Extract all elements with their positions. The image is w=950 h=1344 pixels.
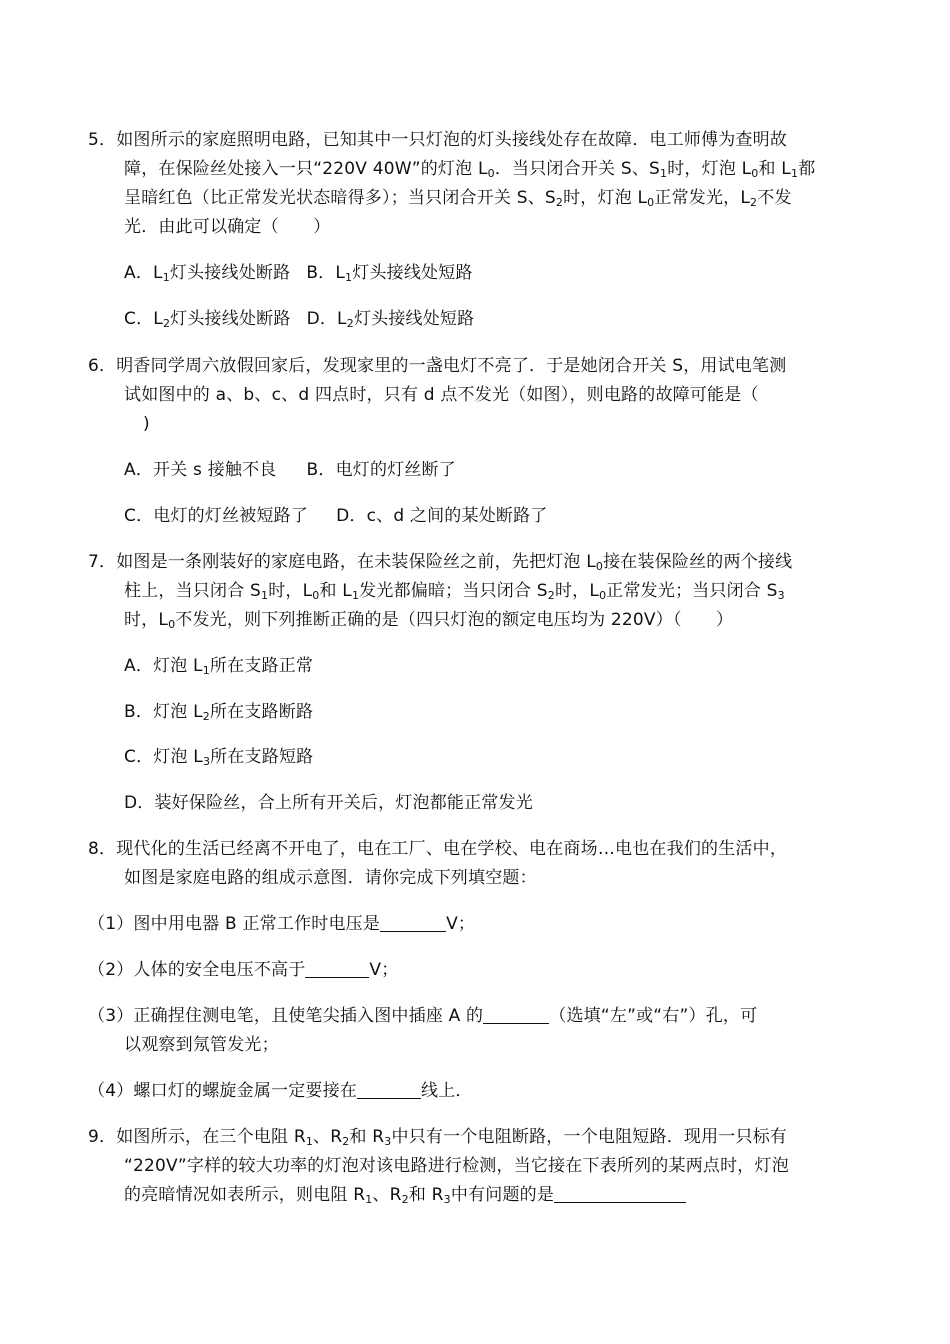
q9-text: 的亮暗情况如表所示，则电阻 R xyxy=(124,1185,366,1205)
subscript: 0 xyxy=(599,589,607,602)
option-text: 灯头接线处断路 xyxy=(169,263,291,283)
q7-option-b xyxy=(124,701,313,723)
option-label: A．L xyxy=(124,263,163,283)
option-text: 所在支路正常 xyxy=(209,656,314,676)
q9-text: 中有问题的是 xyxy=(450,1185,555,1205)
subscript: 1 xyxy=(162,271,170,284)
q9-text: 、R xyxy=(313,1127,343,1147)
q6-text: 6．明香同学周六放假回家后，发现家里的一盏电灯不亮了．于是她闭合开关 S，用试电笔测 xyxy=(88,356,787,376)
subscript: 2 xyxy=(401,1193,409,1206)
q5-text: 时，灯泡 L xyxy=(667,159,752,179)
subscript: 1 xyxy=(345,271,353,284)
q6-option-b: B．电灯的灯丝断了 xyxy=(306,460,456,480)
subscript: 2 xyxy=(547,589,555,602)
option-label: D．L xyxy=(306,309,347,329)
q7-text: 时，L xyxy=(124,610,169,630)
subscript: 2 xyxy=(555,196,564,209)
q7-text: 和 L xyxy=(319,581,352,601)
q6-options-cd xyxy=(124,505,548,527)
answer-blank[interactable] xyxy=(554,1186,686,1203)
q5-option-d xyxy=(307,309,475,329)
q9-text: 和 R xyxy=(408,1185,444,1205)
q7-text: 不发光，则下列推断正确的是（四只灯泡的额定电压均为 220V）（ ） xyxy=(175,610,734,630)
q9-text: 中只有一个电阻断路，一个电阻短路．现用一只标有 xyxy=(391,1127,788,1147)
q6-line-2 xyxy=(124,384,759,406)
q6-option-a: A．开关 s 接触不良 xyxy=(124,460,277,480)
subscript: 1 xyxy=(351,589,360,602)
q6-line-1 xyxy=(88,355,786,377)
q7-text: 发光都偏暗；当只闭合 S xyxy=(359,581,548,601)
subscript: 0 xyxy=(751,167,759,180)
q9-text: 9．如图所示，在三个电阻 R xyxy=(88,1127,306,1147)
q5-text: 正常发光，L xyxy=(654,188,751,208)
q5-options-cd xyxy=(124,308,474,330)
option-text: 所在支路短路 xyxy=(210,747,314,767)
q5-line-3 xyxy=(124,187,792,209)
q5-text: 光．由此可以确定（ ） xyxy=(124,217,331,237)
q8-text: 8．现代化的生活已经离不开电了，电在工厂、电在学校、电在商场…电也在我们的生活中， xyxy=(88,839,788,859)
q5-text: 5．如图所示的家庭照明电路，已知其中一只灯泡的灯头接线处存在故障．电工师傅为查明故 xyxy=(88,130,788,150)
answer-blank[interactable] xyxy=(380,915,446,932)
subscript: 0 xyxy=(312,589,320,602)
q8-sub-3-cont xyxy=(124,1034,279,1056)
option-label: A．灯泡 L xyxy=(124,656,203,676)
q8-text: 以观察到氖管发光； xyxy=(124,1035,279,1055)
subscript: 0 xyxy=(487,167,495,180)
q8-text: V； xyxy=(369,960,399,980)
q6-option-c: C．电灯的灯丝被短路了 xyxy=(124,506,309,526)
q5-option-a xyxy=(124,263,290,283)
option-text: 灯头接线处断路 xyxy=(170,309,291,329)
q8-text: 线上． xyxy=(421,1081,473,1101)
q8-text: （1）图中用电器 B 正常工作时电压是 xyxy=(88,914,381,934)
subscript: 1 xyxy=(202,664,210,677)
subscript: 0 xyxy=(595,560,604,573)
q7-text: 接在装保险丝的两个接线 xyxy=(603,552,793,572)
q7-line-3 xyxy=(124,609,733,631)
q5-options-ab xyxy=(124,262,473,284)
q6-line-3 xyxy=(143,413,150,435)
q8-line-1 xyxy=(88,838,787,860)
q5-option-c xyxy=(124,309,291,329)
q5-option-b xyxy=(306,263,472,283)
option-label: B．L xyxy=(306,263,346,283)
subscript: 2 xyxy=(162,317,171,330)
q5-line-1 xyxy=(88,129,787,151)
q8-sub-2 xyxy=(88,959,398,981)
subscript: 3 xyxy=(777,589,785,602)
q8-text: （选填“左”或“右”）孔，可 xyxy=(549,1006,758,1026)
q6-options-ab xyxy=(124,459,456,481)
subscript: 0 xyxy=(647,196,655,209)
option-label: C．L xyxy=(124,309,163,329)
q8-sub-3 xyxy=(88,1005,757,1027)
q7-text: 时，L xyxy=(268,581,313,601)
q8-sub-1 xyxy=(88,913,475,935)
q7-text: 正常发光；当只闭合 S xyxy=(606,581,778,601)
option-text: 灯头接线处短路 xyxy=(352,263,473,283)
q5-text: 不发 xyxy=(757,188,792,208)
q7-text: 柱上，当只闭合 S xyxy=(124,581,261,601)
subscript: 1 xyxy=(365,1193,373,1206)
subscript: 3 xyxy=(202,755,211,768)
subscript: 1 xyxy=(305,1135,314,1148)
q5-text: ．当只闭合开关 S、S xyxy=(494,159,661,179)
q5-text: 时，灯泡 L xyxy=(563,188,648,208)
q8-text: （3）正确捏住测电笔，且使笔尖插入图中插座 A 的 xyxy=(88,1006,484,1026)
q6-text: ) xyxy=(143,414,150,434)
q7-line-1 xyxy=(88,551,792,573)
q5-text: 障，在保险丝处接入一只“220V 40W”的灯泡 L xyxy=(124,159,488,179)
q5-text: 呈暗红色（比正常发光状态暗得多）；当只闭合开关 S、S xyxy=(124,188,556,208)
subscript: 2 xyxy=(202,710,210,723)
q8-sub-4 xyxy=(88,1080,473,1102)
q7-option-a xyxy=(124,655,313,677)
q8-line-2 xyxy=(124,867,537,889)
subscript: 2 xyxy=(750,196,758,209)
answer-blank[interactable] xyxy=(357,1082,421,1099)
q8-text: 如图是家庭电路的组成示意图．请你完成下列填空题： xyxy=(124,868,537,888)
option-text: 所在支路断路 xyxy=(209,702,314,722)
q9-text: 和 R xyxy=(349,1127,385,1147)
q7-text: 7．如图是一条刚装好的家庭电路，在未装保险丝之前，先把灯泡 L xyxy=(88,552,596,572)
subscript: 0 xyxy=(168,618,176,631)
q5-text: 和 L xyxy=(758,159,791,179)
subscript: 1 xyxy=(261,589,269,602)
subscript: 1 xyxy=(790,167,799,180)
q8-text: （4）螺口灯的螺旋金属一定要接在 xyxy=(88,1081,358,1101)
subscript: 2 xyxy=(346,317,354,330)
q7-line-2 xyxy=(124,580,785,602)
q9-line-1 xyxy=(88,1126,787,1148)
q5-line-2 xyxy=(124,158,815,180)
q9-text: 、R xyxy=(372,1185,402,1205)
q9-line-2 xyxy=(124,1155,789,1177)
subscript: 3 xyxy=(384,1135,392,1148)
subscript: 1 xyxy=(660,167,668,180)
q7-text: 时，L xyxy=(554,581,600,601)
option-label: C．灯泡 L xyxy=(124,747,203,767)
q6-text: 试如图中的 a、b、c、d 四点时，只有 d 点不发光（如图），则电路的故障可能是（ xyxy=(124,385,759,405)
subscript: 2 xyxy=(342,1135,350,1148)
q8-text: V； xyxy=(446,914,476,934)
answer-blank[interactable] xyxy=(305,961,369,978)
answer-blank[interactable] xyxy=(483,1007,549,1024)
subscript: 3 xyxy=(443,1193,451,1206)
option-text: 灯头接线处短路 xyxy=(353,309,475,329)
q9-text: “220V”字样的较大功率的灯泡对该电路进行检测，当它接在下表所列的某两点时，灯泡 xyxy=(124,1156,789,1176)
q5-line-4 xyxy=(124,216,330,238)
option-text: D．装好保险丝，合上所有开关后，灯泡都能正常发光 xyxy=(124,793,533,813)
q5-text: 都 xyxy=(798,159,816,179)
q8-text: （2）人体的安全电压不高于 xyxy=(88,960,306,980)
option-label: B．灯泡 L xyxy=(124,702,203,722)
q6-option-d: D．c、d 之间的某处断路了 xyxy=(336,506,548,526)
q9-line-3 xyxy=(124,1184,686,1206)
q7-option-c xyxy=(124,746,313,768)
q7-option-d xyxy=(124,792,533,814)
